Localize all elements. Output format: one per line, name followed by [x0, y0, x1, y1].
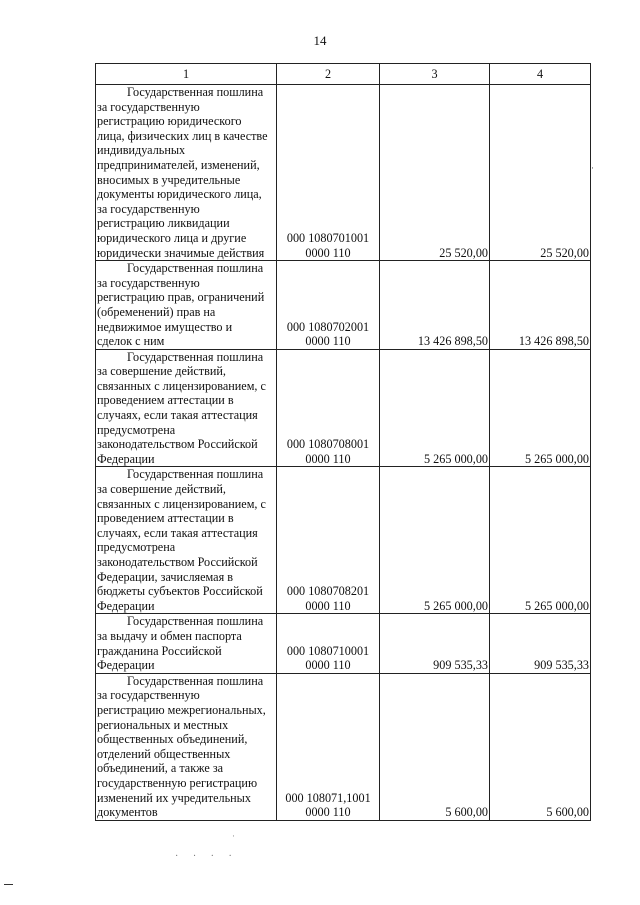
- row-col3-value: 25 520,00: [380, 85, 490, 261]
- row-name-line: предпринимателей, изменений,: [97, 157, 260, 172]
- row-name-line: регистрацию межрегиональных,: [97, 702, 266, 717]
- row-code-cell: [277, 349, 380, 467]
- table-row: [96, 349, 591, 467]
- row-col4-value: 5 600,00: [490, 673, 591, 820]
- row-name-line: общественных объединений,: [97, 732, 248, 747]
- row-name-line: индивидуальных: [97, 143, 186, 158]
- row-code-cell: [277, 261, 380, 350]
- row-name-line: законодательством Российской: [97, 555, 258, 569]
- row-name-line: Государственная пошлина: [127, 673, 264, 688]
- row-name-cell: [96, 85, 277, 261]
- row-name-line: за государственную: [97, 688, 200, 703]
- row-name-line: Федерации: [97, 451, 155, 466]
- row-name-line: Государственная пошлина: [127, 261, 264, 276]
- budget-table: [95, 63, 591, 821]
- row-name-line: связанных с лицензированием, с: [97, 378, 266, 393]
- row-col4-value: 5 265 000,00: [490, 467, 591, 614]
- row-name-line: предусмотрена: [97, 540, 176, 555]
- row-name-line: регистрацию юридического: [97, 114, 242, 129]
- row-code-cell: [277, 85, 380, 261]
- row-code-line: 0000 110: [305, 334, 351, 349]
- row-name-line: за выдачу и обмен паспорта: [97, 628, 242, 643]
- row-code-line: 000 1080702001: [286, 319, 370, 334]
- table-row: [96, 85, 591, 261]
- header-col-2: 2: [277, 64, 380, 85]
- row-name-line: документов: [97, 805, 158, 820]
- row-name-line: гражданина Российской: [97, 643, 222, 658]
- row-name-line: за государственную: [97, 275, 200, 290]
- row-name-line: сделок с ним: [97, 334, 165, 349]
- row-code-line: 000 1080708201: [286, 584, 370, 599]
- row-col4-value: 13 426 898,50: [490, 261, 591, 350]
- row-name-line: документы юридического лица,: [97, 187, 262, 202]
- row-name-line: Государственная пошлина: [127, 349, 264, 364]
- scan-speck: ·: [232, 831, 235, 841]
- row-name-line: государственную регистрацию: [97, 775, 258, 790]
- row-name-line: недвижимое имущество и: [97, 319, 233, 334]
- row-name-line: Государственная пошлина: [127, 614, 264, 629]
- row-name-line: проведением аттестации в: [97, 511, 234, 526]
- row-name-line: отделений общественных: [97, 746, 231, 761]
- row-col3-value: 909 535,33: [380, 614, 490, 673]
- row-name-line: случаях, если такая аттестация: [97, 408, 258, 423]
- row-name-line: Государственная пошлина: [127, 467, 264, 482]
- header-col-3: 3: [380, 64, 490, 85]
- row-name-line: бюджеты субъектов Российской: [97, 584, 263, 599]
- page-number: 14: [313, 33, 327, 48]
- row-code-line: 000 108071,1001: [285, 790, 371, 805]
- row-name-line: юридического лица и другие: [97, 230, 247, 245]
- row-code-line: 0000 110: [305, 245, 351, 260]
- row-col3-value: 13 426 898,50: [380, 261, 490, 350]
- row-name-line: Федерации, зачисляемая в: [97, 569, 233, 584]
- row-name-line: Федерации: [97, 598, 155, 613]
- table-row: [96, 614, 591, 673]
- row-name-line: предусмотрена: [97, 422, 176, 437]
- row-name-cell: [96, 467, 277, 614]
- row-name-cell: [96, 673, 277, 820]
- scan-edge-mark: [4, 884, 13, 885]
- row-col4-value: 909 535,33: [490, 614, 591, 673]
- row-name-line: Федерации: [97, 658, 155, 673]
- header-col-1: 1: [96, 64, 277, 85]
- table-header-row: [96, 64, 591, 85]
- row-code-line: 0000 110: [305, 805, 351, 820]
- row-name-line: регистрацию ликвидации: [97, 216, 230, 231]
- row-name-line: за совершение действий,: [97, 364, 226, 379]
- row-col4-value: 25 520,00: [490, 85, 591, 261]
- table-row: [96, 467, 591, 614]
- row-name-cell: [96, 349, 277, 467]
- row-name-line: региональных и местных: [97, 717, 229, 732]
- row-name-line: вносимых в учредительные: [97, 172, 241, 187]
- row-col3-value: 5 265 000,00: [380, 467, 490, 614]
- row-name-cell: [96, 614, 277, 673]
- header-col-4: 4: [490, 64, 591, 85]
- row-name-line: юридически значимые действия: [97, 245, 265, 260]
- row-name-line: проведением аттестации в: [97, 393, 234, 408]
- row-name-line: за государственную: [97, 201, 200, 216]
- row-name-line: регистрацию прав, ограничений: [97, 290, 265, 305]
- scan-specks: · · · ·: [175, 851, 238, 862]
- row-code-line: 0000 110: [305, 598, 351, 613]
- row-code-line: 000 1080708001: [286, 437, 370, 452]
- row-code-line: 000 1080701001: [286, 230, 370, 245]
- row-name-line: объединений, а также за: [97, 761, 224, 776]
- row-col3-value: 5 600,00: [380, 673, 490, 820]
- row-name-line: изменений их учредительных: [97, 790, 251, 805]
- table-row: [96, 261, 591, 350]
- row-name-cell: [96, 261, 277, 350]
- row-name-line: лица, физических лиц в качестве: [97, 128, 268, 143]
- row-name-line: случаях, если такая аттестация: [97, 525, 258, 540]
- row-name-line: за совершение действий,: [97, 482, 226, 497]
- row-code-line: 0000 110: [305, 658, 351, 673]
- row-code-cell: [277, 467, 380, 614]
- row-name-line: за государственную: [97, 99, 200, 114]
- row-col3-value: 5 265 000,00: [380, 349, 490, 467]
- row-name-line: законодательством Российской: [97, 437, 258, 452]
- row-name-line: связанных с лицензированием, с: [97, 496, 266, 511]
- table-row: [96, 673, 591, 820]
- scan-speck: ·: [591, 163, 594, 173]
- row-name-line: (обременений) прав на: [97, 304, 216, 319]
- row-name-line: Государственная пошлина: [127, 85, 264, 99]
- row-col4-value: 5 265 000,00: [490, 349, 591, 467]
- row-code-line: 0000 110: [305, 451, 351, 466]
- row-code-cell: [277, 673, 380, 820]
- row-code-line: 000 1080710001: [286, 643, 370, 658]
- row-code-cell: [277, 614, 380, 673]
